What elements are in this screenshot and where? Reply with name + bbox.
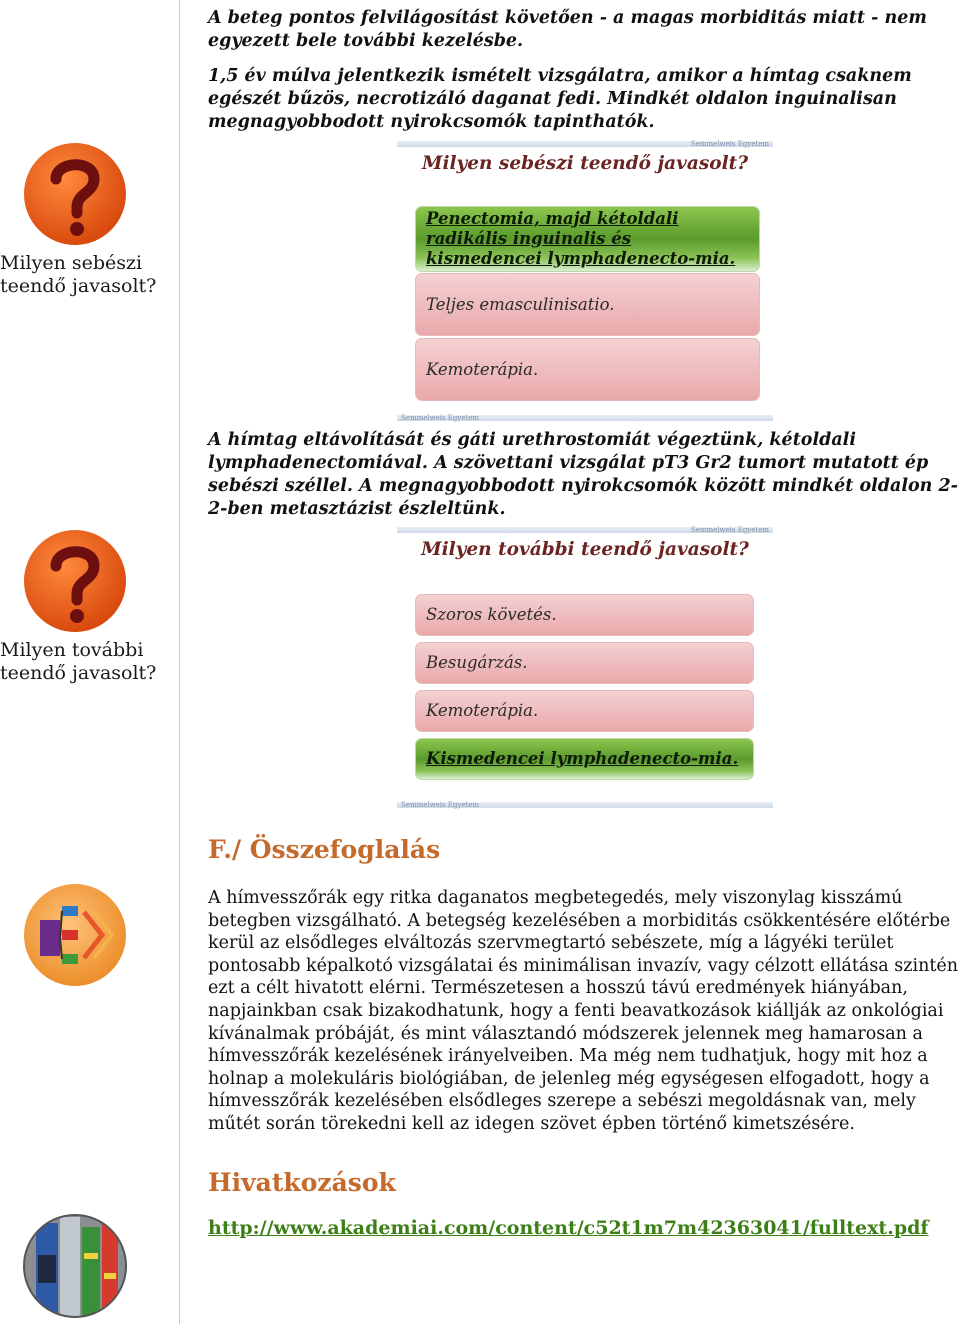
slide-footer-source: Semmelweis Egyetem <box>401 414 480 422</box>
references-book-icon <box>22 1213 128 1319</box>
references-heading: Hivatkozások <box>208 1168 396 1197</box>
case-paragraph-2: 1,5 év múlva jelentkezik ismételt vizsgálatra, amikor a hímtag csaknem egészét bűzös, necrotizáló daganat fedi. Mindkét oldalon inguinalisan megnagyobbodott nyirokcsomók tapinthatók. <box>208 66 912 132</box>
question-2-slide <box>397 527 773 812</box>
question-1-side-label: Milyen sebészi teendő javasolt? <box>0 252 157 297</box>
summary-text: A hímvesszőrák egy ritka daganatos megbetegedés, mely viszonylag kisszámú betegben vizsgálható. A betegség kezelésében a morbiditás csökkentésére előtérbe kerül az elsődleges elváltozás szervmegtartó sebészete, míg a lágyéki terület pontosabb képalkotó vizsgálatai és minimálisan invazív, vagy célzott ellátása szintén ezt a célt hivatott elérni. Természetesen a hosszú távú eredmények hiányában, napjainkban csak bizakodhatunk, hogy a fenti beavatkozások kiállják az onkológiai kívánalmak próbáját, és mint választandó módszerek jelennek meg hamarosan a hímvesszőrák kezelésének irányelveiben. Ma még nem tudhatjuk, hogy mit hoz a holnap a molekuláris biológiában, de jelenleg még egységesen elfogadott, hogy a hímvesszőrák kezelésében elsődleges szerepe a sebészi megoldásnak van, mely műtét során törekedni kell az idegen szövet épben történő kimetszésére. <box>208 888 959 1134</box>
question-2-slide-title: Milyen további teendő javasolt? <box>421 539 749 560</box>
question-2-side-label: Milyen további teendő javasolt? <box>0 639 157 684</box>
slide-footer-bar <box>397 802 773 808</box>
question-2-option-1[interactable]: Szoros követés. <box>415 594 754 636</box>
question-1-option-2[interactable]: Teljes emasculinisatio. <box>415 273 760 336</box>
column-divider <box>179 0 180 1324</box>
question-1-option-1[interactable]: Penectomia, majd kétoldali radikális inguinalis és kismedencei lymphadenecto-mia. <box>415 206 760 272</box>
slide-source-label: Semmelweis Egyetem <box>690 526 769 534</box>
slide-header-bar <box>397 141 773 147</box>
question-1-option-3[interactable]: Kemoterápia. <box>415 338 760 401</box>
summary-diagram-icon <box>22 882 128 988</box>
summary-heading: F./ Összefoglalás <box>208 835 441 864</box>
case-paragraph-3: A hímtag eltávolítását és gáti urethrostomiát végeztünk, kétoldali lymphadenectomiával. A szövettani vizsgálat pT3 Gr2 tumort mutatott ép sebészi széllel. A megnagyobbodott nyirokcsomók között mindkét oldalon 2-2-ben metasztázist észleltünk. <box>208 430 958 519</box>
question-2-option-2[interactable]: Besugárzás. <box>415 642 754 684</box>
slide-source-label: Semmelweis Egyetem <box>690 140 769 148</box>
question-mark-icon <box>22 528 128 634</box>
reference-link[interactable]: http://www.akademiai.com/content/c52t1m7m42363041/fulltext.pdf <box>208 1217 929 1239</box>
slide-header-bar <box>397 527 773 533</box>
question-1-slide-title: Milyen sebészi teendő javasolt? <box>421 153 749 174</box>
question-2-option-4[interactable]: Kismedencei lymphadenecto-mia. <box>415 738 754 780</box>
slide-footer-source: Semmelweis Egyetem <box>401 801 480 809</box>
question-1-slide <box>397 141 773 421</box>
slide-footer-bar <box>397 415 773 421</box>
case-paragraph-1: A beteg pontos felvilágosítást követően - a magas morbiditás miatt - nem egyezett bele további kezelésbe. <box>208 8 927 51</box>
question-2-option-3[interactable]: Kemoterápia. <box>415 690 754 732</box>
question-mark-icon <box>22 141 128 247</box>
